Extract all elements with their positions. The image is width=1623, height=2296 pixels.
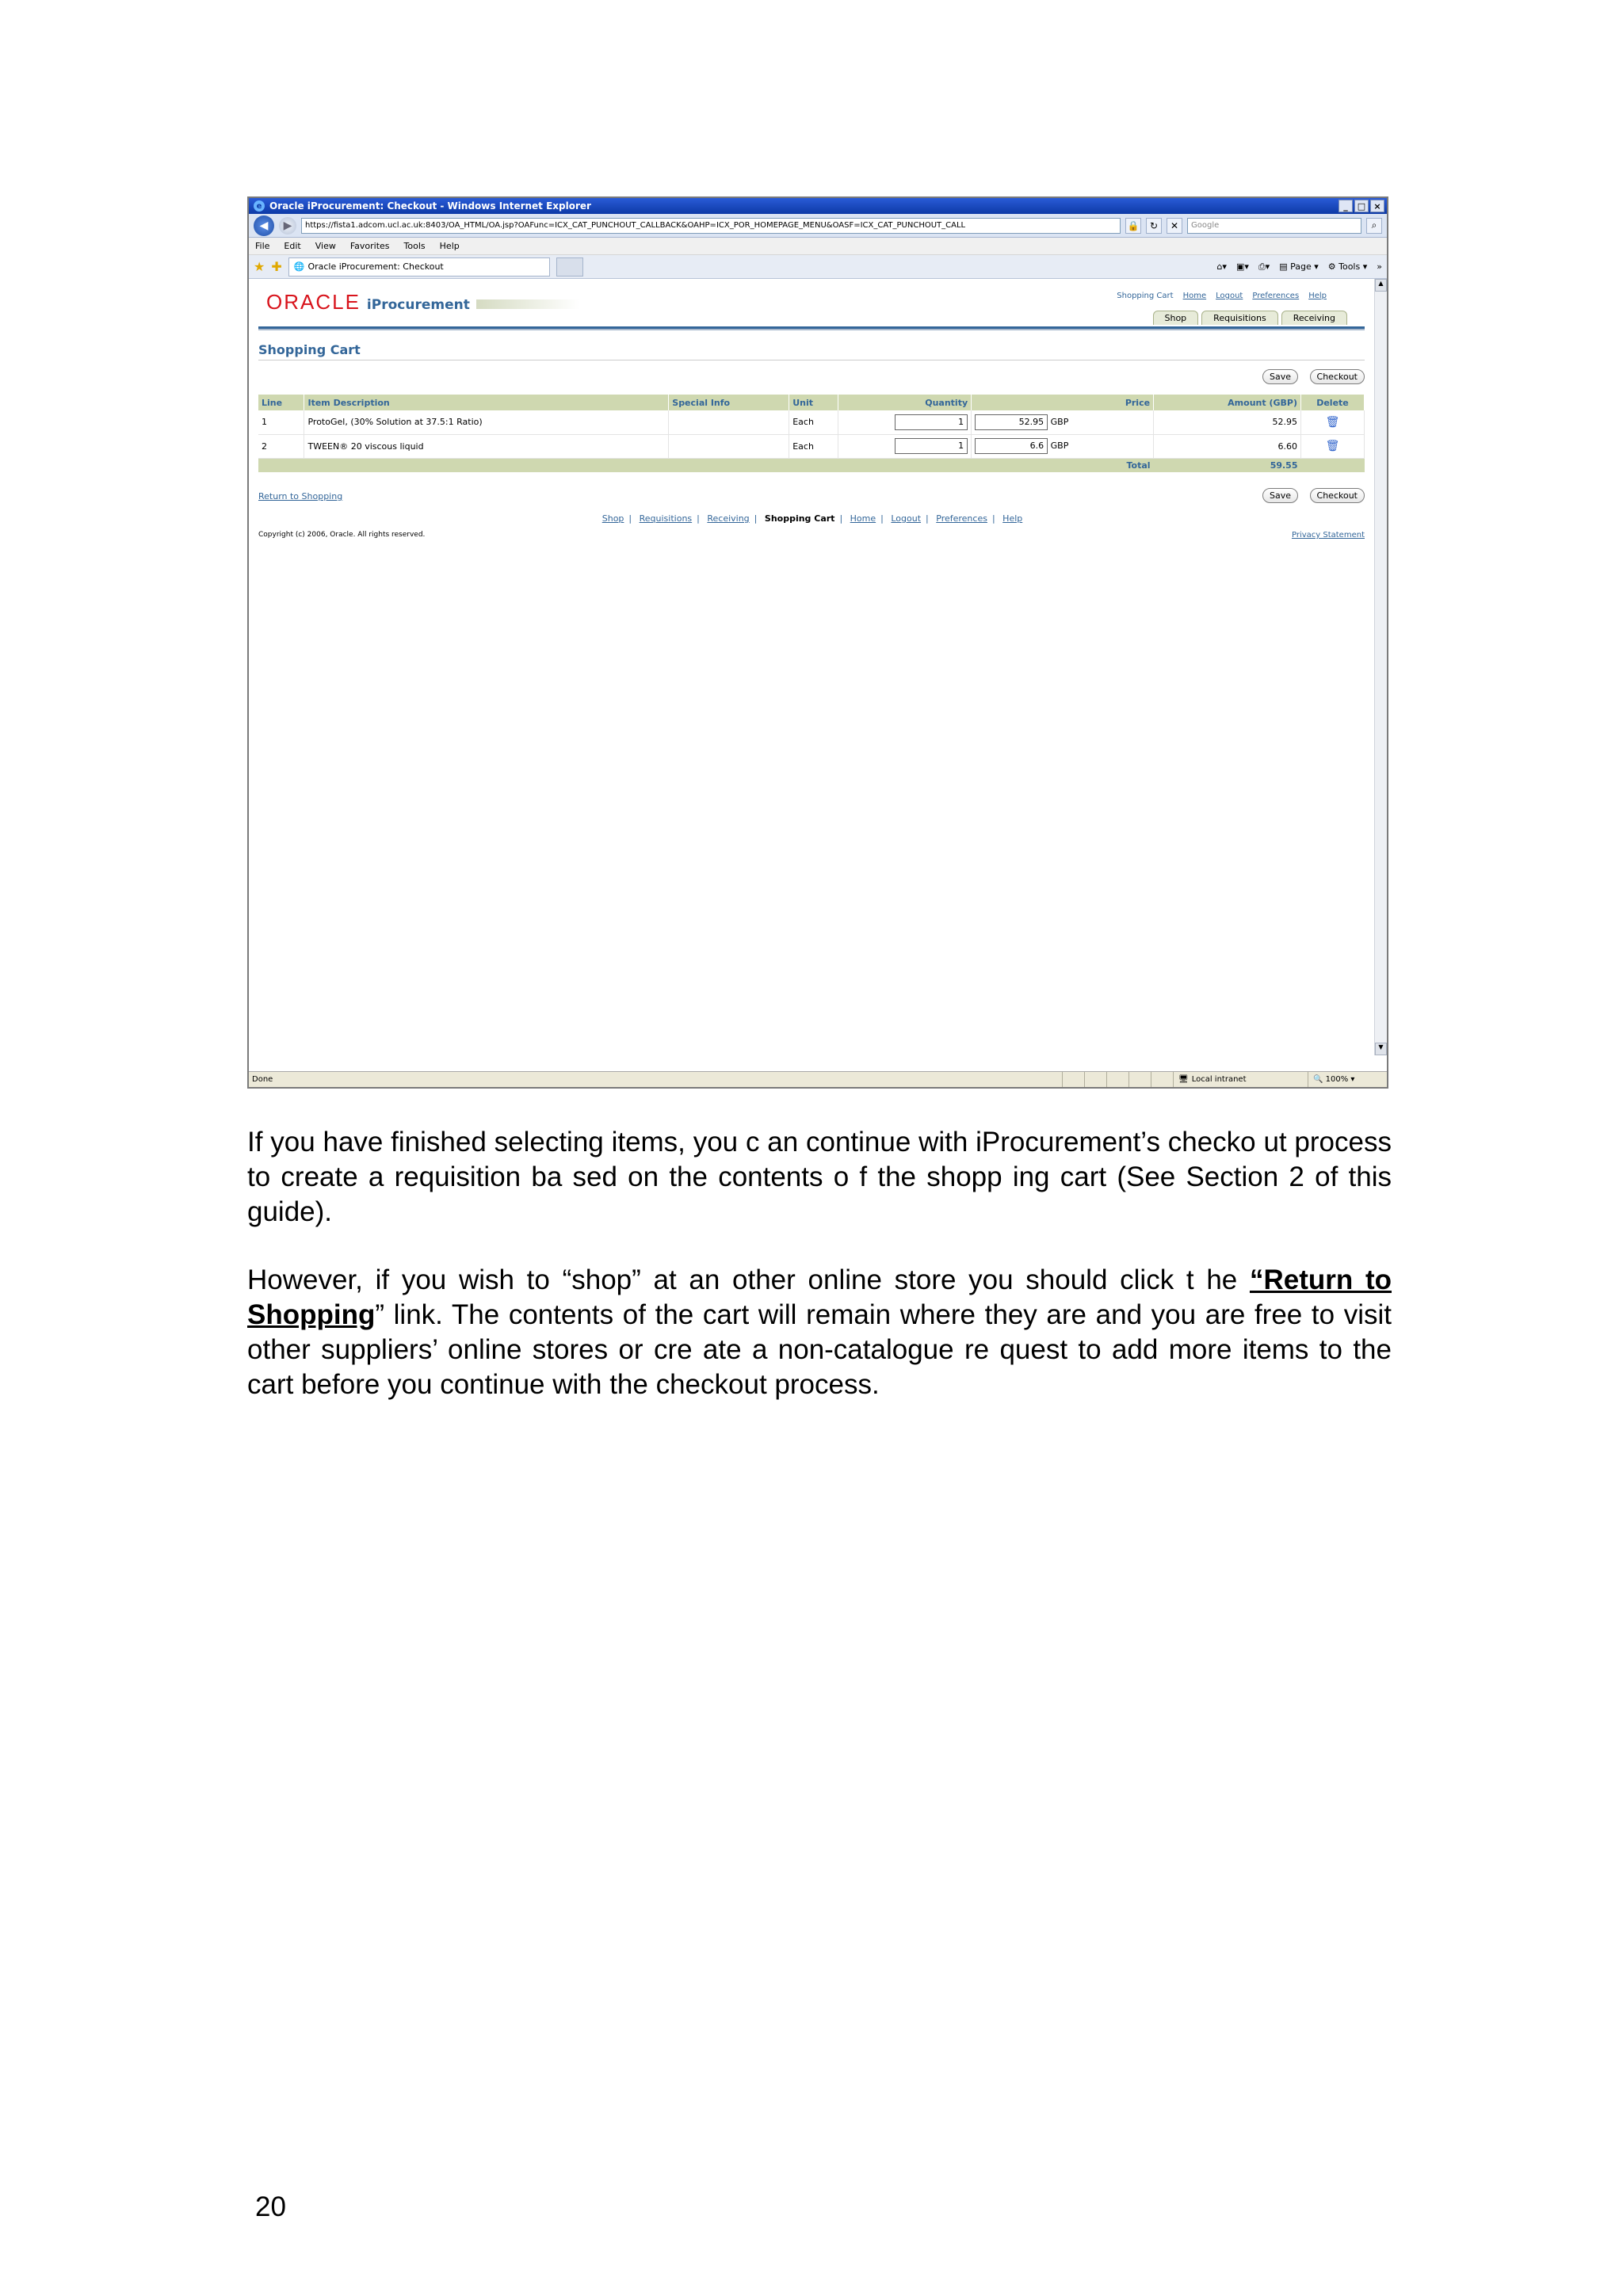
tab-requisitions[interactable]: Requisitions: [1201, 311, 1278, 325]
maximize-icon[interactable]: □: [1354, 200, 1369, 212]
col-amount: Amount (GBP): [1154, 395, 1301, 410]
return-to-shopping-link[interactable]: Return to Shopping: [258, 491, 343, 502]
footer-link-help[interactable]: Help: [1002, 513, 1023, 524]
menu-favorites[interactable]: Favorites: [349, 241, 390, 251]
footer-links: Shop | Requisitions | Receiving | Shopping Cart | Home | Logout | Preferences | Help: [601, 513, 1023, 524]
col-line: Line: [258, 395, 304, 410]
global-link-help[interactable]: Help: [1308, 292, 1327, 300]
copyright: Copyright (c) 2006, Oracle. All rights reserved.: [258, 531, 426, 539]
table-header-row: [258, 395, 1365, 410]
privacy-statement-link[interactable]: Privacy Statement: [1291, 531, 1365, 540]
oracle-logo: ORACLE: [266, 290, 361, 314]
page-icon: 🌐: [293, 261, 305, 272]
col-description: Item Description: [304, 395, 669, 410]
window-title: Oracle iProcurement: Checkout - Windows Internet Explorer: [269, 200, 591, 212]
total-row: [258, 458, 1365, 472]
para2-post: ” link. The contents of the cart will remain where they are and you are free to visit other suppliers’ online stores or cre ate a non-catalogue re quest to add more items to the cart before you continue with the checkout process.: [247, 1299, 1392, 1400]
lock-icon[interactable]: 🔒: [1125, 218, 1141, 234]
global-link-logout[interactable]: Logout: [1216, 292, 1243, 300]
row-price-cell: [972, 434, 1154, 458]
status-text: Done: [252, 1075, 273, 1084]
row-unit: Each: [789, 410, 838, 434]
menu-view[interactable]: View: [315, 241, 336, 251]
footer-link-shop[interactable]: Shop: [601, 513, 624, 524]
delete-trash-icon[interactable]: 🗑: [1300, 434, 1364, 458]
global-link-home[interactable]: Home: [1182, 292, 1207, 300]
col-quantity: Quantity: [838, 395, 972, 410]
add-favorite-icon[interactable]: ✚: [271, 259, 282, 274]
price-input[interactable]: 6.6: [975, 438, 1048, 454]
col-special-info: Special Info: [669, 395, 789, 410]
tools-menu[interactable]: ⚙ Tools ▾: [1327, 261, 1368, 272]
print-icon[interactable]: ⎙▾: [1258, 261, 1270, 272]
cart-table: [258, 395, 1365, 472]
menu-help[interactable]: Help: [439, 241, 460, 251]
footer-link-receiving[interactable]: Receiving: [707, 513, 750, 524]
tab-bar: [249, 255, 1387, 279]
browser-tab[interactable]: [288, 257, 550, 277]
col-unit: Unit: [789, 395, 838, 410]
row-description: TWEEN® 20 viscous liquid: [304, 434, 669, 458]
zoom-icon: 🔍: [1313, 1075, 1323, 1084]
menu-edit[interactable]: Edit: [284, 241, 301, 251]
chevron-right-icon[interactable]: »: [1377, 261, 1382, 272]
footer-link-home[interactable]: Home: [850, 513, 876, 524]
brand-decoration: [476, 299, 579, 309]
url-field[interactable]: https://fista1.adcom.ucl.ac.uk:8403/OA_HTML/OA.jsp?OAFunc=ICX_CAT_PUNCHOUT_CALLBACK&OAHP=ICX_POR_HOMEPAGE_MENU&OASF=ICX_CAT_PUNCHOUT_CALL: [301, 218, 1121, 234]
row-unit: Each: [789, 434, 838, 458]
menu-bar: [249, 238, 1387, 255]
menu-file[interactable]: File: [255, 241, 270, 251]
paragraph-return-to-shopping: [247, 1263, 1392, 1402]
refresh-icon[interactable]: ↻: [1146, 218, 1162, 234]
checkout-button-bottom[interactable]: Checkout: [1310, 488, 1365, 503]
row-special-info: [669, 410, 789, 434]
col-price: Price: [972, 395, 1154, 410]
save-button[interactable]: Save: [1262, 369, 1298, 384]
delete-trash-icon[interactable]: 🗑: [1300, 410, 1364, 434]
total-value: 59.55: [1154, 458, 1301, 472]
row-price-cell: [972, 410, 1154, 434]
row-quantity-cell: [838, 410, 972, 434]
tab-receiving[interactable]: Receiving: [1281, 311, 1347, 325]
footer-current-shopping-cart: Shopping Cart: [764, 513, 835, 524]
page-menu[interactable]: ▤ Page ▾: [1279, 261, 1319, 272]
feeds-icon[interactable]: ▣▾: [1235, 261, 1249, 272]
tools-menu-label: Tools: [1338, 261, 1361, 272]
brand: [266, 290, 579, 315]
global-links: [1117, 292, 1327, 300]
close-icon[interactable]: ×: [1370, 200, 1384, 212]
product-name: iProcurement: [366, 297, 470, 313]
table-row: [258, 410, 1365, 434]
app-tabs: [1153, 311, 1348, 325]
home-icon[interactable]: ⌂▾: [1216, 261, 1227, 272]
page-menu-label: Page: [1290, 261, 1312, 272]
row-quantity-cell: [838, 434, 972, 458]
row-line: 1: [258, 410, 304, 434]
window-titlebar: [249, 198, 1387, 214]
new-tab-button[interactable]: [556, 257, 583, 277]
para2-pre: However, if you wish to “shop” at an other online store you should click t he: [247, 1264, 1250, 1295]
price-input[interactable]: 52.95: [975, 414, 1048, 430]
table-row: [258, 434, 1365, 458]
page-title: Shopping Cart: [258, 342, 361, 357]
browser-screenshot: [247, 196, 1388, 1089]
paragraph-checkout: If you have finished selecting items, you c an continue with iProcurement’s checko ut process to create a requisition ba sed on the contents o f the shopp ing cart (See Section 2 of this guide).: [247, 1127, 1392, 1227]
forward-arrow-icon[interactable]: ▶: [279, 217, 296, 235]
ie-icon: e: [254, 200, 265, 212]
page-number: 20: [255, 2191, 286, 2222]
save-button-bottom[interactable]: Save: [1262, 488, 1298, 503]
favorites-star-icon[interactable]: ★: [254, 259, 265, 274]
zoom-control[interactable]: 🔍 100% ▾: [1308, 1072, 1387, 1087]
page-content: [249, 279, 1376, 1055]
menu-tools[interactable]: Tools: [403, 241, 426, 251]
footer-link-preferences[interactable]: Preferences: [936, 513, 987, 524]
row-currency: GBP: [1050, 416, 1069, 427]
row-amount: 6.60: [1154, 434, 1301, 458]
return-to-shopping-reference: “Return to Shopping: [247, 1264, 1392, 1330]
quantity-input[interactable]: 1: [895, 414, 968, 430]
browser-tab-title: Oracle iProcurement: Checkout: [307, 261, 444, 272]
search-input[interactable]: Google: [1187, 218, 1361, 234]
global-link-shopping-cart[interactable]: Shopping Cart: [1117, 292, 1174, 300]
back-arrow-icon[interactable]: ◀: [254, 215, 274, 236]
vertical-scrollbar[interactable]: [1374, 279, 1387, 1055]
scroll-down-icon[interactable]: ▼: [1375, 1043, 1387, 1055]
security-zone: 🖥 Local intranet: [1173, 1072, 1308, 1087]
intranet-icon: 🖥: [1178, 1075, 1189, 1084]
col-delete: Delete: [1300, 395, 1364, 410]
header-bar: [258, 326, 1365, 330]
footer-link-requisitions[interactable]: Requisitions: [639, 513, 693, 524]
footer-link-logout[interactable]: Logout: [891, 513, 922, 524]
status-bar: [249, 1071, 1387, 1087]
search-icon[interactable]: ⌕: [1366, 218, 1382, 234]
address-bar: [249, 214, 1387, 238]
row-line: 2: [258, 434, 304, 458]
quantity-input[interactable]: 1: [895, 438, 968, 454]
row-description: ProtoGel, (30% Solution at 37.5:1 Ratio): [304, 410, 669, 434]
row-currency: GBP: [1050, 441, 1069, 451]
checkout-button[interactable]: Checkout: [1310, 369, 1365, 384]
total-label: Total: [258, 458, 1154, 472]
stop-icon[interactable]: ✕: [1167, 218, 1182, 234]
row-special-info: [669, 434, 789, 458]
tab-shop[interactable]: Shop: [1153, 311, 1199, 325]
row-amount: 52.95: [1154, 410, 1301, 434]
global-link-preferences[interactable]: Preferences: [1252, 292, 1300, 300]
minimize-icon[interactable]: _: [1338, 200, 1353, 212]
scroll-up-icon[interactable]: ▲: [1375, 279, 1387, 292]
